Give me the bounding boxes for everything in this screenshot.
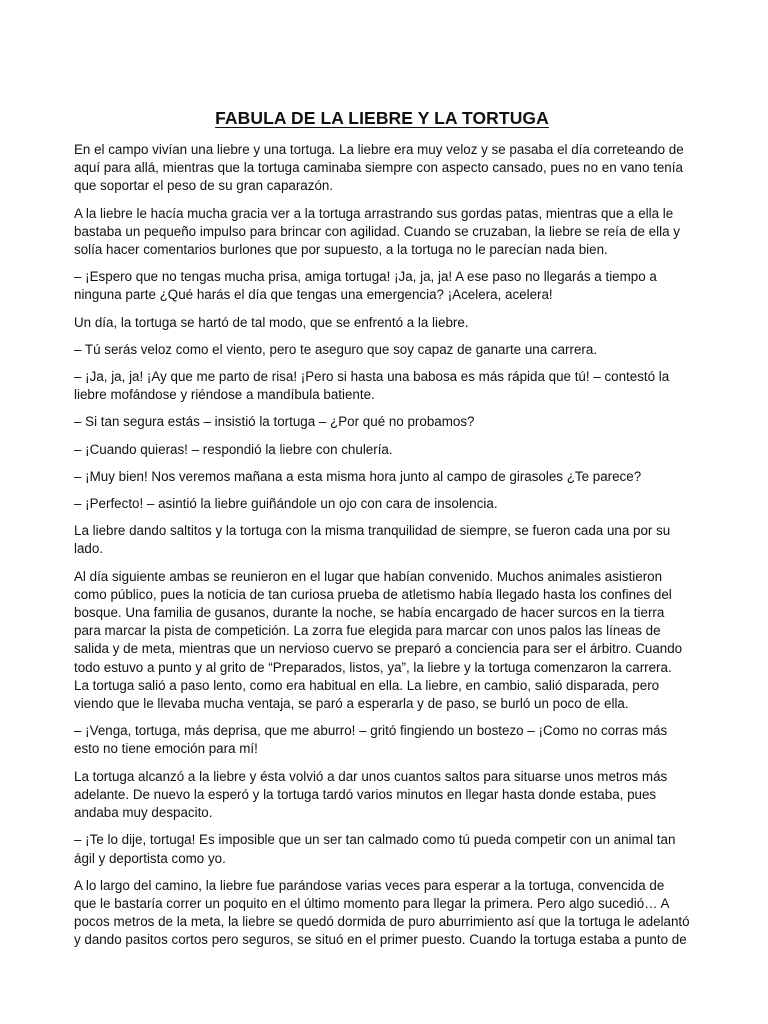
paragraph-8: – ¡Cuando quieras! – respondió la liebre con chulería. [74, 441, 393, 457]
paragraph-6: – ¡Ja, ja, ja! ¡Ay que me parto de risa! ¡Pero si hasta una babosa es más rápida que tú! – contestó la liebre mofándose y riéndose a mandíbula batiente. [74, 369, 670, 403]
document-title: FABULA DE LA LIEBRE Y LA TORTUGA [215, 108, 549, 128]
paragraph-11: La liebre dando saltitos y la tortuga con la misma tranquilidad de siempre, se fueron cada una por su lado. [74, 523, 671, 557]
paragraph-10: – ¡Perfecto! – asintió la liebre guiñándole un ojo con cara de insolencia. [74, 496, 498, 512]
paragraph-5: – Tú serás veloz como el viento, pero te aseguro que soy capaz de ganarte una carrera. [74, 341, 598, 357]
paragraph-3: – ¡Espero que no tengas mucha prisa, amiga tortuga! ¡Ja, ja, ja! A ese paso no llegarás a tiempo a ninguna parte ¿Qué harás el día que tengas una emergencia? ¡Acelera, acelera! [74, 269, 657, 303]
document-page [74, 108, 690, 959]
paragraph-14: La tortuga alcanzó a la liebre y ésta volvió a dar unos cuantos saltos para situarse unos metros más adelante. De nuevo la esperó y la tortuga tardó varios minutos en llegar hasta donde estaba, pues andaba muy despacito. [74, 768, 668, 821]
paragraph-13: – ¡Venga, tortuga, más deprisa, que me aburro! – gritó fingiendo un bostezo – ¡Como no corras más esto no tiene emoción para mí! [74, 723, 668, 757]
paragraph-1: En el campo vivían una liebre y una tortuga. La liebre era muy veloz y se pasaba el día correteando de aquí para allá, mientras que la tortuga caminaba siempre con aspecto cansado, pues no en vano tenía que soportar el peso de su gran caparazón. [74, 142, 684, 194]
paragraph-2: A la liebre le hacía mucha gracia ver a la tortuga arrastrando sus gordas patas, mientras que a ella le bastaba un pequeño impulso para brincar con agilidad. Cuando se cruzaban, la liebre se reía de ella y solía hacer comentarios burlones que por supuesto, a la tortuga no le parecían nada bien. [74, 205, 680, 258]
paragraph-7: – Si tan segura estás – insistió la tortuga – ¿Por qué no probamos? [74, 414, 475, 430]
paragraph-12: Al día siguiente ambas se reunieron en el lugar que habían convenido. Muchos animales asistieron como público, pues la noticia de tan curiosa prueba de atletismo había llegado hasta los confines del bosque. Una familia de gusanos, durante la noche, se había encargado de hacer surcos en la tierra para marcar la pista de competición. La zorra fue elegida para marcar con unos palos las líneas de salida y de meta, mientras que un nervioso cuervo se preparó a conciencia para ser el árbitro. Cuando todo estuvo a punto y al grito de “Preparados, listos, ya”, la liebre y la tortuga comenzaron la carrera. La tortuga salió a paso lento, como era habitual en ella. La liebre, en cambio, salió disparada, pero viendo que le llevaba mucha ventaja, se paró a esperarla y de paso, se burló un poco de ella. [74, 568, 683, 712]
paragraph-9: – ¡Muy bien! Nos veremos mañana a esta misma hora junto al campo de girasoles ¿Te parece? [74, 468, 642, 484]
paragraph-15: – ¡Te lo dije, tortuga! Es imposible que un ser tan calmado como tú pueda competir con un animal tan ágil y deportista como yo. [74, 832, 676, 866]
paragraph-4: Un día, la tortuga se hartó de tal modo, que se enfrentó a la liebre. [74, 314, 469, 330]
paragraph-16: A lo largo del camino, la liebre fue parándose varias veces para esperar a la tortuga, convencida de que le bastaría correr un poquito en el último momento para llegar la primera. Pero algo sucedió… A pocos metros de la meta, la liebre se quedó dormida de puro aburrimiento así que la tortuga le adelantó y dando pasitos cortos pero seguros, se situó en el primer puesto. Cuando la tortuga estaba a punto de [74, 877, 690, 948]
